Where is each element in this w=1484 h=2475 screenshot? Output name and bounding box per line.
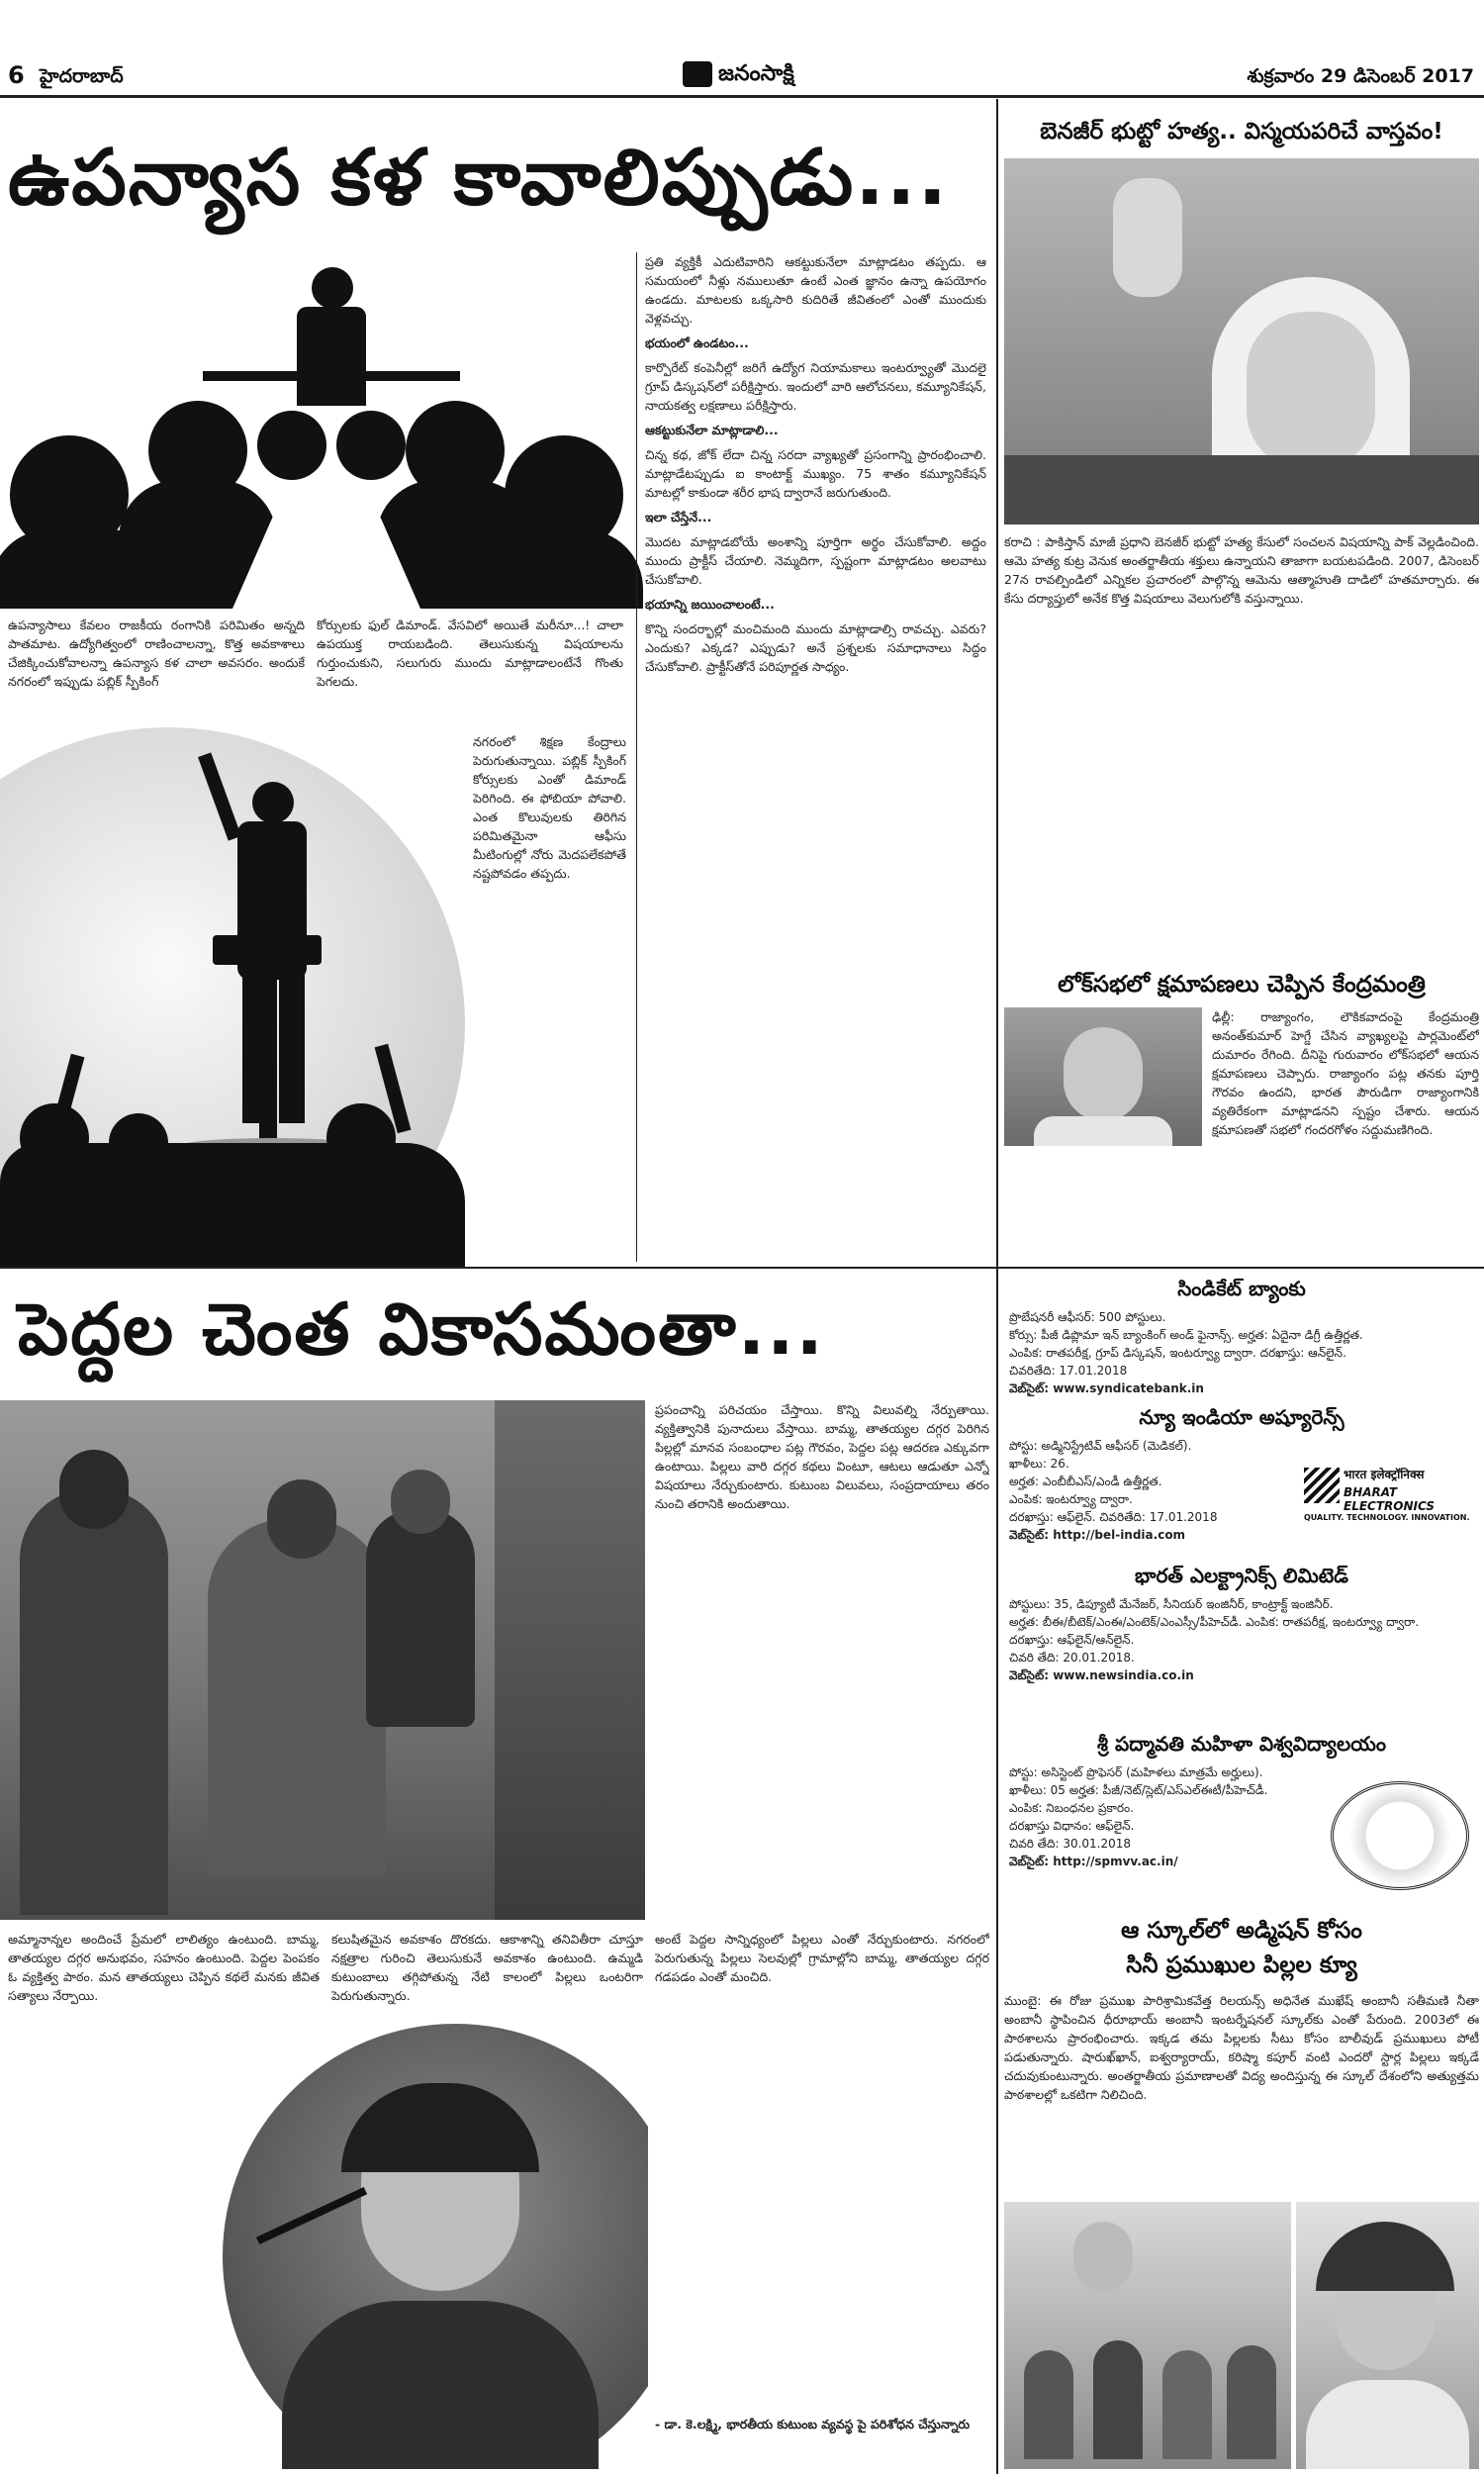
article1-col3-p5: కొన్ని సందర్భాల్లో మంచిమంది ముందు మాట్లాడాల్సి రావచ్చు. ఎవరు? ఎందుకు? ఎక్కడ? ఎప్పుడు? అనే ప్రశ్నలకు సమాధానాలు సిద్ధం చేసుకోవాలి. ప్రాక్టీస్‌తోనే పరిపూర్ణత సాధ్యం.: [645, 621, 986, 674]
spmvv-title: శ్రీ పద్మావతి మహిళా విశ్వవిద్యాలయం: [1097, 1732, 1386, 1756]
bel-logo-english: BHARAT ELECTRONICS: [1344, 1485, 1436, 1513]
family-park-photo: [0, 1400, 645, 1920]
article1-col3-p1: ప్రతి వ్యక్తికీ ఎదుటివారిని ఆకట్టుకునేలా మాట్లాడటం తప్పదు. ఆ సమయంలో నీళ్లు నములుతూ ఉంటే ఎంత జ్ఞానం ఉన్నా ఉపయోగం ఉండదు. మాటలకు ఒక్కసారి కుదిరితే జీవితంలో ఎంతో ముందుకు వెళ్లవచ్చు.: [645, 254, 986, 326]
nita-ambani-photo: [1296, 2202, 1479, 2469]
bel-logo-icon: [1304, 1468, 1340, 1503]
bel-logo-hindi: भारत इलेक्ट्रॉनिक्स: [1344, 1468, 1425, 1481]
newindia-line: ఖాళీలు: 26.: [1009, 1457, 1069, 1471]
masthead: [0, 0, 1484, 89]
syndicate-line: ప్రొబేషనరీ ఆఫీసర్: 500 పోస్టులు.: [1009, 1310, 1166, 1324]
article2-byline: - డా. కె.లక్ష్మి, భారతీయ కుటుంబ వ్యవస్థ పై పరిశోధన చేస్తున్నారు: [655, 2417, 971, 2431]
audience-silhouette-illustration: [0, 252, 633, 604]
masthead-rule: [0, 95, 1484, 98]
newindia-line: ఎంపిక: ఇంటర్వ్యూ ద్వారా.: [1009, 1492, 1133, 1506]
bel-line: చివరి తేది: 20.01.2018.: [1009, 1651, 1135, 1665]
newindia-line: అర్హత: ఎంబీబీఎస్/ఎండీ ఉత్తీర్ణత.: [1009, 1475, 1162, 1488]
syndicate-line: కోర్సు: పీజీ డిప్లొమా ఇన్ బ్యాంకింగ్ అండ్ ఫైనాన్స్. అర్హత: ఏదైనా డిగ్రీ ఉత్తీర్ణత.: [1009, 1328, 1363, 1342]
newindia-title: న్యూ ఇండియా అష్యూరెన్స్: [1139, 1405, 1345, 1429]
benazir-headline: బెనజీర్ భుట్టో హత్య.. విస్మయపరిచే వాస్తవం!: [1040, 119, 1443, 144]
spmvv-line: ఎంపిక: నిబంధనల ప్రకారం.: [1009, 1801, 1134, 1815]
bel-line: దరఖాస్తు: ఆఫ్‌లైన్/ఆన్‌లైన్.: [1009, 1633, 1135, 1647]
section-divider: [0, 1267, 1484, 1269]
article1-sub1: భయంలో ఉండటం...: [645, 335, 749, 350]
school-headline-2: సినీ ప్రముఖుల పిల్లల క్యూ: [1126, 1952, 1357, 1978]
school-body: ముంబై: ఈ రోజు ప్రముఖ పారిశ్రామికవేత్త రిలయన్స్ అధినేత ముఖేష్ అంబానీ సతీమణి నీతా అంబానీ స్థాపించిన ధీరూభాయ్ అంబానీ ఇంటర్నేషనల్ స్కూల్‌కు ఎంతో పేరుంది. 2003లో ఈ పాఠశాలను ప్రారంభించారు. ఇక్కడ తమ పిల్లలకు సీటు కోసం బాలీవుడ్ ప్రముఖులు పోటీ పడుతున్నారు. షారుఖ్‌ఖాన్, ఐశ్వర్యారాయ్, కరిష్మా కపూర్ వంటి ఎందరో స్టార్ల పిల్లలు ఇక్కడే చదువుకుంటున్నారు. అంతర్జాతీయ ప్రమాణాలతో విద్య అందిస్తున్న ఈ స్కూల్ దేశంలోని అత్యుత్తమ పాఠశాలల్లో ఒకటిగా నిలిచింది.: [1004, 1993, 1479, 2102]
page-number: 6: [8, 61, 25, 89]
school-headline-1: ఆ స్కూల్‌లో అడ్మిషన్ కోసం: [1121, 1918, 1362, 1944]
article1-col3-p2: కార్పొరేట్ కంపెనీల్లో జరిగే ఉద్యోగ నియామకాలు ఇంటర్వ్యూతో మొదలై గ్రూప్ డిస్కషన్‌లో పరీక్షిస్తారు. ఇందులో వారి ఆలోచనలు, కమ్యూనికేషన్, నాయకత్వ లక్షణాలు పరీక్షిస్తారు.: [645, 360, 986, 413]
spmvv-line: ఖాళీలు: 05 అర్హత: పీజీ/నెట్/స్లెట్/ఎస్‌ఎల్‌ఈటీ/పీహెచ్‌డీ.: [1009, 1783, 1268, 1797]
article1-col2-top: కోర్సులకు ఫుల్ డిమాండ్. వేసవిలో అయితే మరీనూ...! చాలా ఉపయుక్త రాయబడింది. తెలుసుకున్న విషయాలను గుర్తుంచుకుని, సలుగురు ముందు మాట్లాడాలంటేనే గొంతు పెగలదు.: [317, 618, 623, 689]
bel-title: భారత్ ఎలక్ట్రానిక్స్ లిమిటెడ్: [1135, 1564, 1348, 1587]
article1-col3-p4: మొదట మాట్లాడబోయే అంశాన్ని పూర్తిగా అర్థం చేసుకోవాలి. అద్దం ముందు ప్రాక్టీస్ చేయాలి. నెమ్మదిగా, స్పష్టంగా మాట్లాడటం అలవాటు చేసుకోవాలి.: [645, 534, 986, 587]
article2-col-right: ప్రపంచాన్ని పరిచయం చేస్తాయి. కొన్ని విలువల్ని నేర్పుతాయి. వ్యక్తిత్వానికి పునాదులు వేస్తాయి. బామ్మ, తాతయ్యల దగ్గర పెరిగిన పిల్లల్లో మానవ సంబంధాల పట్ల గౌరవం, పెద్దల పట్ల ఆదరణ ఎక్కువగా ఉంటాయి. పిల్లలు వారి దగ్గర కథలు వింటూ, ఆటలు ఆడుతూ ఎన్నో విషయాలు నేర్చుకుంటారు. కుటుంబ విలువలు, సంప్రదాయాలు తరం నుంచి తరానికి అందుతాయి.: [655, 1402, 989, 1511]
bel-logo: [1304, 1460, 1482, 1539]
benazir-photo: [1004, 158, 1479, 524]
bel-details: [1009, 1595, 1479, 1684]
author-photo: [223, 2024, 648, 2469]
newindia-line: పోస్టు: అడ్మినిస్ట్రేటివ్ ఆఫీసర్ (మెడికల్).: [1009, 1439, 1192, 1453]
syndicate-title: సిండికేట్ బ్యాంకు: [1177, 1277, 1306, 1300]
spmvv-line: పోస్టు: అసిస్టెంట్ ప్రొఫెసర్ (మహిళలు మాత్రమే అర్హులు).: [1009, 1765, 1263, 1779]
school-children-photo: [1004, 2202, 1291, 2469]
article1-sub2: ఆకట్టుకునేలా మాట్లాడాలి...: [645, 423, 779, 437]
article1-col3: [645, 252, 986, 1262]
article1-col2-bottom: నగరంలో శిక్షణ కేంద్రాలు పెరుగుతున్నాయి. పబ్లిక్ స్పీకింగ్ కోర్సులకు ఎంతో డిమాండ్ పెరిగింది. ఈ ఫోబియా పోవాలి. ఎంత కొలువులకు తిరిగిన పరిమితమైనా ఆఫీసు మీటింగుల్లో నోరు మెదపలేకపోతే నష్టపోవడం తప్పదు.: [473, 734, 626, 881]
spmvv-website: వెబ్‌సైట్: http://spmvv.ac.in/: [1009, 1855, 1178, 1868]
paper-name: జనంసాక్షి: [718, 61, 794, 86]
bel-line: అర్హత: బీఈ/బీటెక్/ఎంఈ/ఎంటెక్/ఎంఎస్సీ/పీహెచ్‌డీ. ఎంపిక: రాతపరీక్ష, ఇంటర్వ్యూ ద్వారా.: [1009, 1615, 1420, 1629]
article2-headline: పెద్దల చెంత వికాసమంతా...: [18, 1287, 825, 1371]
newindia-line: దరఖాస్తు: ఆఫ్‌లైన్. చివరితేది: 17.01.2018: [1009, 1510, 1218, 1524]
spmvv-line: చివరి తేది: 30.01.2018: [1009, 1837, 1132, 1851]
article2-col-bottom-right: అంటే పెద్దల సాన్నిధ్యంలో పిల్లలు ఎంతో నేర్చుకుంటారు. నగరంలో పెరుగుతున్న పిల్లలు సెలవుల్లో గ్రామాల్లోని బామ్మ, తాతయ్యల దగ్గర గడపడం ఎంతో మంచిది.: [655, 1932, 989, 1984]
article2-col-bottom-mid: కలుషితమైన అవకాశం దొరకదు. ఆకాశాన్ని తనివితీరా చూస్తూ నక్షత్రాల గురించి తెలుసుకునే అవకాశం ఉంటుంది. ఉమ్మడి కుటుంబాలు తగ్గిపోతున్న నేటి కాలంలో పిల్లలు ఒంటరిగా పెరుగుతున్నారు.: [331, 1932, 643, 2003]
bel-line: పోస్టులు: 35, డిప్యూటీ మేనేజర్, సీనియర్ ఇంజినీర్, కాంట్రాక్ట్ ఇంజినీర్.: [1009, 1597, 1334, 1611]
minister-photo: [1004, 1007, 1202, 1146]
article1-headline: ఉపన్యాస కళ కావాలిప్పుడు...: [8, 134, 950, 223]
syndicate-line: చివరితేది: 17.01.2018: [1009, 1364, 1128, 1378]
paper-logo-icon: [683, 61, 712, 87]
newindia-details: [1009, 1437, 1306, 1544]
article1-col1-lead: ఉపన్యాసాలు కేవలం రాజకీయ రంగానికి పరిమితం అన్నది పాతమాట. ఉద్యోగిత్వంలో రాణించాలన్నా, కొత్త అవకాశాలు చేజిక్కించుకోవాలన్నా ఉపన్యాస కళ చాలా అవసరం. అందుకే నగరంలో ఇప్పుడు పబ్లిక్ స్పీకింగ్: [8, 618, 305, 689]
article2-col-bottom-left: అమ్మానాన్నల అందించే ప్రేమలో లాలిత్యం ఉంటుంది. బామ్మ, తాతయ్యల దగ్గర అనుభవం, సహనం ఉంటుంది. పెద్దల పెంపకం ఓ వ్యక్తిత్వ పాఠం. మన తాతయ్యలు చెప్పిన కథలే మనకు జీవిత సత్యాలు నేర్పాయి.: [8, 1932, 320, 2003]
university-seal-icon: [1331, 1781, 1469, 1890]
newindia-website: వెబ్‌సైట్: http://bel-india.com: [1009, 1528, 1186, 1542]
loksabha-headline: లోక్‌సభలో క్షమాపణలు చెప్పిన కేంద్రమంత్రి: [1058, 972, 1426, 998]
syndicate-website: వెబ్‌సైట్: www.syndicatebank.in: [1009, 1381, 1204, 1395]
column-divider-main: [996, 99, 998, 2474]
article1-sub3: ఇలా చేస్తేనే...: [645, 510, 712, 524]
syndicate-details: [1009, 1308, 1479, 1397]
issue-date: శుక్రవారం 29 డిసెంబర్ 2017: [1247, 65, 1474, 87]
speaker-illustration: [0, 727, 465, 1267]
loksabha-body: ఢిల్లీ: రాజ్యాంగం, లౌకికవాదంపై కేంద్రమంత్రి అనంత్‌కుమార్ హెగ్డే చేసిన వ్యాఖ్యలపై పార్లమెంట్‌లో దుమారం రేగింది. దీనిపై గురువారం లోక్‌సభలో ఆయన క్షమాపణలు చెప్పారు. రాజ్యాంగం పట్ల తనకు పూర్తి గౌరవం ఉందని, భారత పౌరుడిగా రాజ్యాంగానికి వ్యతిరేకంగా మాట్లాడనని స్పష్టం చేశారు. ఆయన క్షమాపణతో సభలో గందరగోళం సద్దుమణిగింది.: [1212, 1009, 1479, 1137]
syndicate-line: ఎంపిక: రాతపరీక్ష, గ్రూప్ డిస్కషన్, ఇంటర్వ్యూ ద్వారా. దరఖాస్తు: ఆన్‌లైన్.: [1009, 1346, 1346, 1360]
article1-sub4: భయాన్ని జయించాలంటే...: [645, 597, 775, 612]
benazir-body: కరాచి : పాకిస్తాన్ మాజీ ప్రధాని బెనజీర్ భుట్టో హత్య కేసులో సంచలన విషయాన్ని పాక్ వెల్లడించింది. ఆమె హత్య కుట్ర వెనుక అంతర్జాతీయ శక్తులు ఉన్నాయని తాజాగా బయటపడింది. 2007, డిసెంబర్ 27న రావల్పిండిలో ఎన్నికల ప్రచారంలో పాల్గొన్న ఆమెను ఆత్మాహుతి దాడిలో హతమార్చారు. ఈ కేసు దర్యాప్తులో అనేక కొత్త విషయాలు వెలుగులోకి వస్తున్నాయి.: [1004, 534, 1479, 606]
column-divider-1: [636, 252, 637, 1262]
article1-col3-p3: చిన్న కథ, జోక్ లేదా చిన్న సరదా వ్యాఖ్యతో ప్రసంగాన్ని ప్రారంభించాలి. మాట్లాడేటప్పుడు ఐ కాంటాక్ట్ ముఖ్యం. 75 శాతం కమ్యూనికేషన్ మాటల్లో కాకుండా శరీర భాష ద్వారానే జరుగుతుంది.: [645, 447, 986, 500]
spmvv-line: దరఖాస్తు విధానం: ఆఫ్‌లైన్.: [1009, 1819, 1135, 1833]
spmvv-details: [1009, 1763, 1321, 1870]
bel-website: వెబ్‌సైట్: www.newsindia.co.in: [1009, 1668, 1194, 1682]
bel-logo-tagline: QUALITY. TECHNOLOGY. INNOVATION.: [1304, 1513, 1470, 1522]
city: హైదరాబాద్: [40, 65, 124, 87]
